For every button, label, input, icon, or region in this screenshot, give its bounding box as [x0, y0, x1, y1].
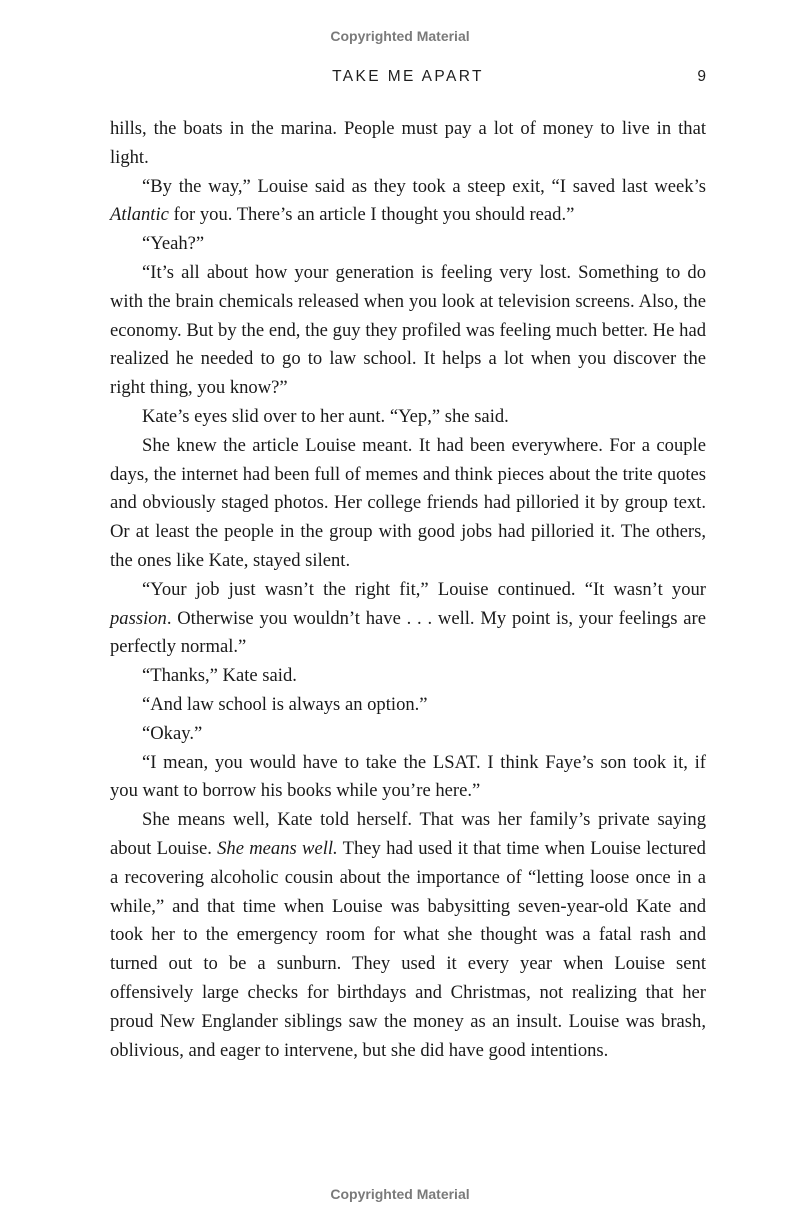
- paragraph: “Your job just wasn’t the right fit,” Louise continued. “It wasn’t your passion. Otherwise you wouldn’t have . . . well. My point is, your feelings are perfectly normal.”: [110, 578, 706, 658]
- copyright-watermark-top: Copyrighted Material: [330, 28, 470, 44]
- paragraph: She knew the article Louise meant. It had been everywhere. For a couple days, the internet had been full of memes and think pieces about the trite quotes and obviously staged photos. Her college friends had pilloried it by group text. Or at least the people in the group with good jobs had pilloried it. The others, the ones like Kate, stayed silent.: [110, 434, 706, 571]
- paragraph: “It’s all about how your generation is feeling very lost. Something to do with the brain chemicals released when you look at television screens. Also, the economy. But by the end, the guy they profiled was feeling much better. He had realized he needed to go to law school. It helps a lot when you discover the right thing, you know?”: [110, 261, 706, 399]
- body-text: [110, 115, 706, 1065]
- book-title: TAKE ME APART: [332, 68, 484, 85]
- paragraph: “Yeah?”: [142, 233, 205, 255]
- paragraph: “Okay.”: [142, 722, 203, 744]
- paragraph: “And law school is always an option.”: [142, 693, 428, 715]
- italic-text: passion: [110, 607, 167, 629]
- paragraph: hills, the boats in the marina. People must pay a lot of money to live in that light.: [110, 118, 706, 168]
- running-head: [110, 68, 706, 90]
- paragraph: “Thanks,” Kate said.: [142, 665, 297, 687]
- paragraph: “I mean, you would have to take the LSAT. I think Faye’s son took it, if you want to borrow his books while you’re here.”: [110, 751, 706, 802]
- italic-text: Atlantic: [110, 204, 169, 226]
- italic-text: She means well.: [217, 837, 338, 859]
- page-number: 9: [697, 68, 706, 85]
- copyright-watermark-bottom: Copyrighted Material: [330, 1186, 470, 1202]
- paragraph: She means well, Kate told herself. That was her family’s private saying about Louise. She means well. They had used it that time when Louise lectured a recovering alcoholic cousin about the importance of “letting loose once in a while,” and that time when Louise was babysitting seven-year-old Kate and took her to the emergency room for what she thought was a fatal rash and turned out to be a sunburn. They used it every year when Louise sent offensively large checks for birthdays and Christmas, not realizing that her proud New Englander siblings saw the money as an insult. Louise was brash, oblivious, and eager to intervene, but she did have good intentions.: [110, 809, 706, 1061]
- paragraph: Kate’s eyes slid over to her aunt. “Yep,” she said.: [142, 405, 509, 427]
- paragraph: “By the way,” Louise said as they took a steep exit, “I saved last week’s Atlantic for you. There’s an article I thought you should read.”: [110, 175, 706, 226]
